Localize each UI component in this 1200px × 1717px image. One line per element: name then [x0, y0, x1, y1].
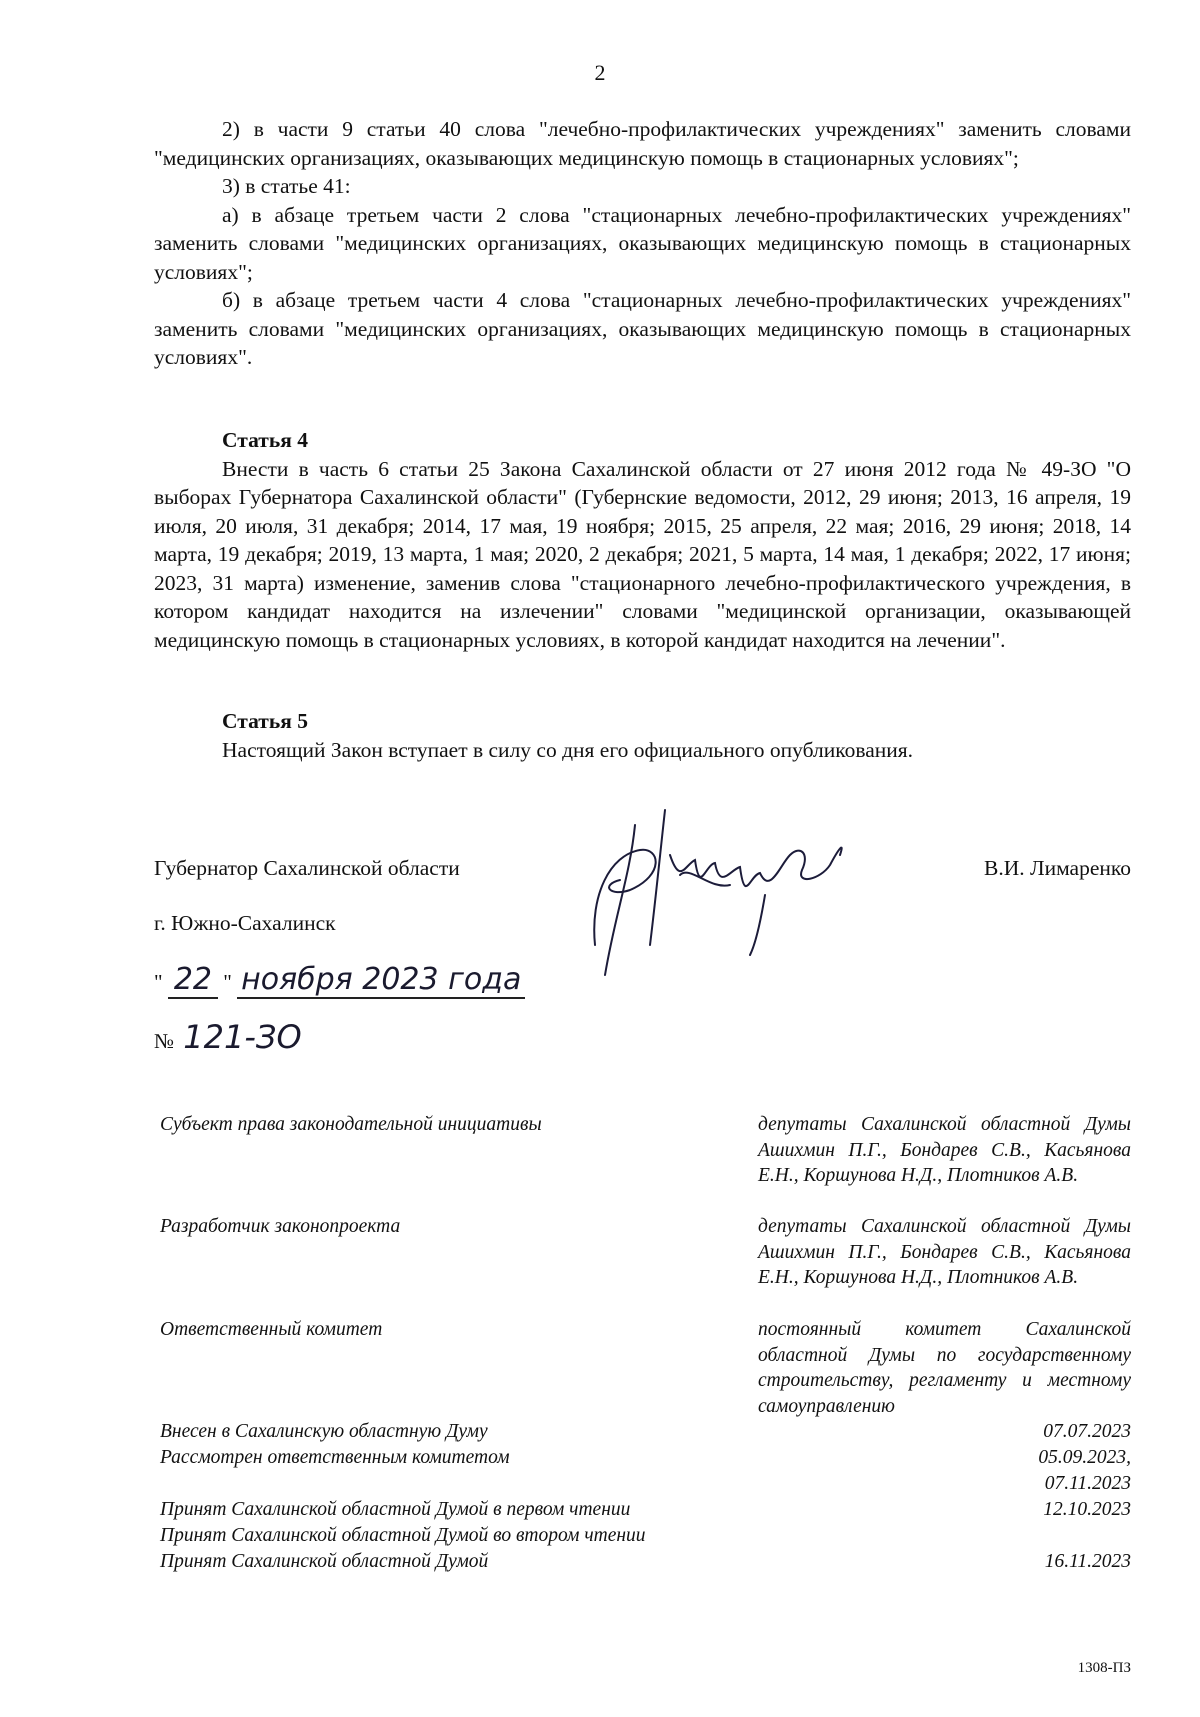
date-quote-open: " — [154, 970, 163, 994]
second-reading-label: Принят Сахалинской областной Думой во втором чтении — [160, 1525, 646, 1546]
governor-position: Губернатор Сахалинской области — [154, 856, 460, 880]
first-reading-label: Принят Сахалинской областной Думой в первом чтении — [160, 1499, 631, 1520]
developer-label: Разработчик законопроекта — [160, 1216, 401, 1237]
first-reading-date: 12.10.2023 — [1043, 1499, 1131, 1520]
amendment-item-3a: а) в абзаце третьем части 2 слова "стационарных лечебно-профилактических учреждениях" заменить словами "медицинских организациях, оказывающих медицинскую помощь в стационарных условиях"; — [154, 202, 1131, 284]
amendments-section — [154, 115, 1131, 372]
developer-value: депутаты Сахалинской областной Думы Ашихмин П.Г., Бондарев С.В., Касьянова Е.Н., Коршунова Н.Д., Плотников А.В. — [758, 1216, 1131, 1288]
page-number: 2 — [594, 60, 606, 85]
governor-name: В.И. Лимаренко — [984, 856, 1131, 880]
governor-signature — [570, 795, 890, 995]
article-4 — [154, 426, 1131, 654]
amendment-item-3b: б) в абзаце третьем части 4 слова "стационарных лечебно-профилактических учреждениях" заменить словами "медицинских организациях, оказывающих медицинскую помощь в стационарных условиях". — [154, 288, 1131, 369]
article-5-heading: Статья 5 — [222, 709, 308, 733]
amendment-item-3: 3) в статье 41: — [222, 174, 351, 198]
date-quote-close: " — [223, 970, 232, 994]
article-5 — [154, 707, 1131, 764]
reviewed-date-1: 05.09.2023, — [1038, 1447, 1131, 1468]
committee-label: Ответственный комитет — [160, 1319, 383, 1340]
adopted-date: 16.11.2023 — [1044, 1551, 1131, 1572]
number-sign: № — [154, 1029, 175, 1053]
law-number-handwritten: 121-ЗО — [183, 1018, 302, 1056]
committee-value: постоянный комитет Сахалинской областной Думы по государственному строительству, регламенту и местному самоуправлению — [758, 1319, 1131, 1417]
date-month-year-handwritten: ноября 2023 года — [237, 962, 525, 999]
submitted-label: Внесен в Сахалинскую областную Думу — [160, 1421, 488, 1442]
amendment-item-2: 2) в части 9 статьи 40 слова "лечебно-профилактических учреждениях" заменить словами "медицинских организациях, оказывающих медицинскую помощь в стационарных условиях"; — [154, 117, 1131, 170]
subject-value: депутаты Сахалинской областной Думы Ашихмин П.Г., Бондарев С.В., Касьянова Е.Н., Коршунова Н.Д., Плотников А.В. — [758, 1114, 1131, 1186]
article-4-heading: Статья 4 — [222, 428, 308, 452]
reviewed-label: Рассмотрен ответственным комитетом — [160, 1447, 510, 1468]
law-number — [154, 1018, 302, 1056]
city: г. Южно-Сахалинск — [154, 911, 336, 935]
signing-date — [154, 962, 525, 997]
adopted-label: Принят Сахалинской областной Думой — [160, 1551, 489, 1572]
document-code: 1308-ПЗ — [1077, 1660, 1131, 1676]
date-day-handwritten: 22 — [168, 962, 218, 999]
submitted-date: 07.07.2023 — [1043, 1421, 1131, 1442]
article-4-text: Внести в часть 6 статьи 25 Закона Сахалинской области от 27 июня 2012 года № 49-ЗО "О выборах Губернатора Сахалинской области" (Губернские ведомости, 2012, 29 июня; 2013, 16 апреля, 19 июля, 20 июля, 31 декабря; 2014, 17 мая, 19 ноября; 2015, 25 апреля, 22 мая; 2016, 29 июня; 2018, 14 марта, 19 декабря; 2019, 13 марта, 1 мая; 2020, 2 декабря; 2021, 5 марта, 14 мая, 1 декабря; 2022, 17 июня; 2023, 31 марта) изменение, заменив слова "стационарного лечебно-профилактического учреждения, в котором кандидат находится на излечении" словами "медицинской организации, оказывающей медицинскую помощь в стационарных условиях, в которой кандидат находится на лечении". — [154, 456, 1131, 652]
subject-label: Субъект права законодательной инициативы — [160, 1114, 542, 1135]
reviewed-date-2: 07.11.2023 — [1044, 1473, 1131, 1494]
article-5-text: Настоящий Закон вступает в силу со дня его официального опубликования. — [222, 737, 914, 762]
